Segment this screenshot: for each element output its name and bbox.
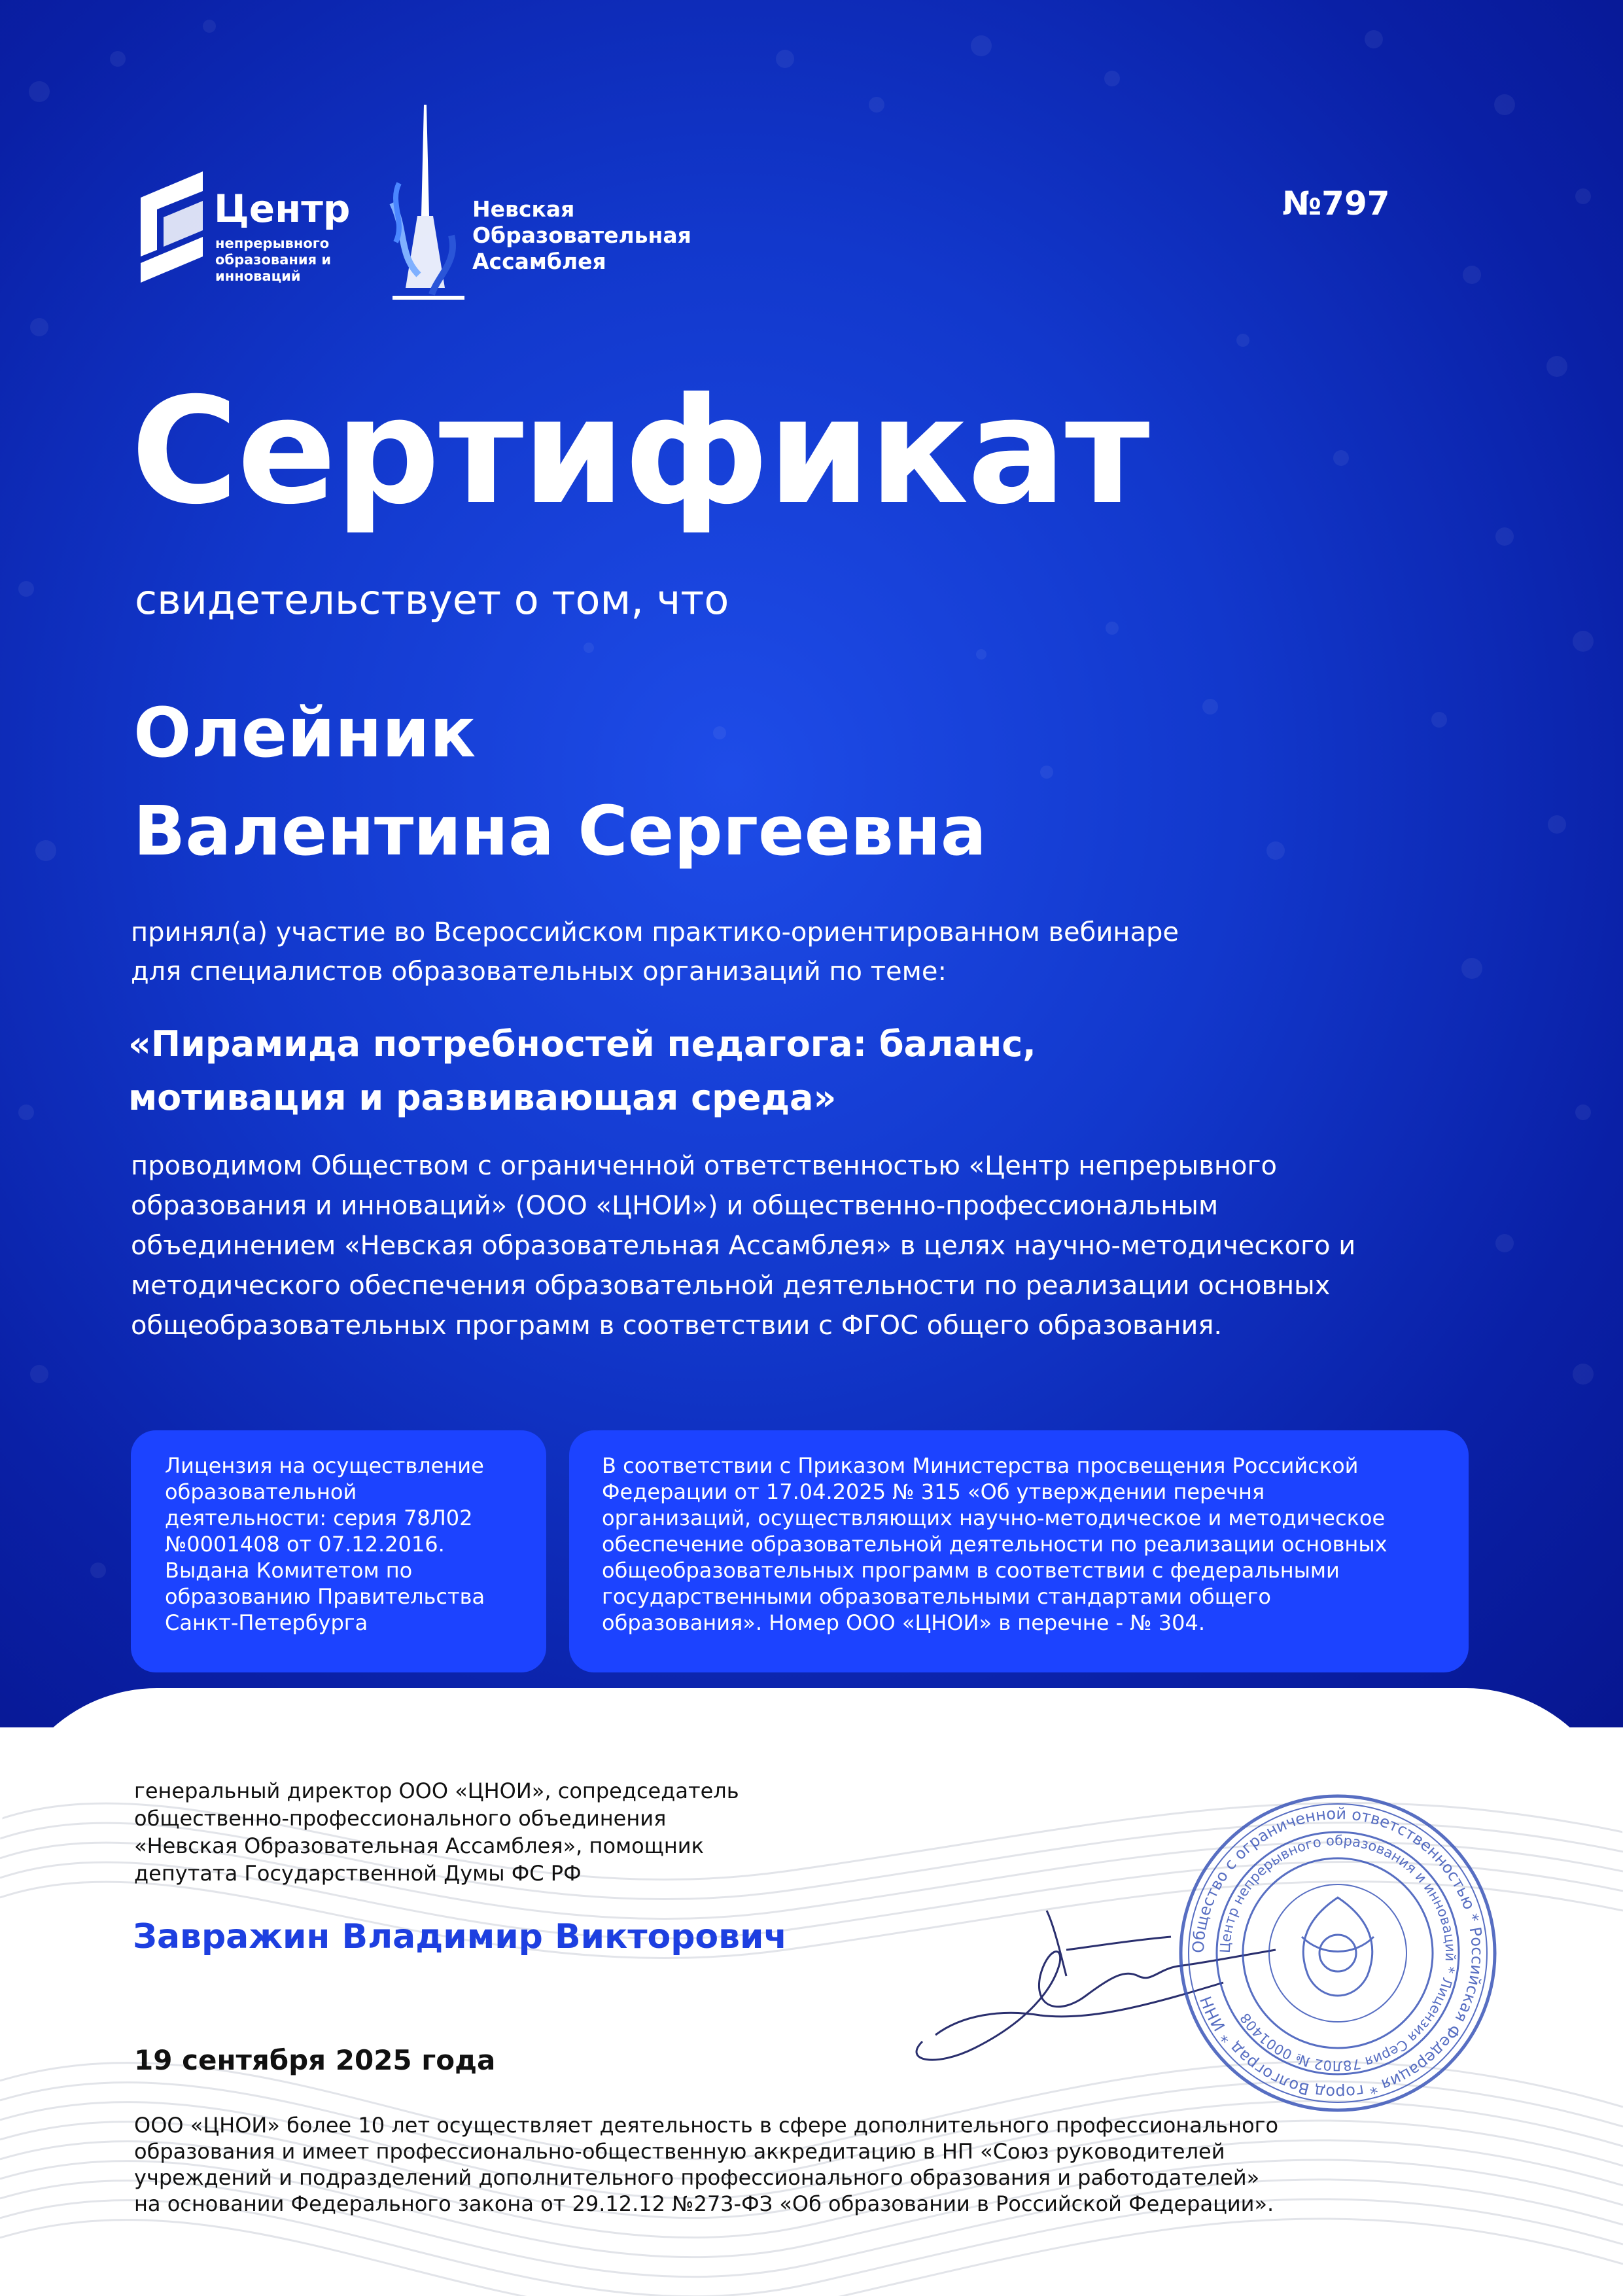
license-line: деятельности: серия 78Л02 bbox=[165, 1506, 473, 1530]
recipient-given-names: Валентина Сергеевна bbox=[133, 791, 986, 871]
seal-outer-text: Общество с ограниченной ответственностью * Российская Федерация * город Волгоград * ИНН bbox=[1189, 1804, 1487, 2102]
participation-line: принял(а) участие во Всероссийском практико-ориентированном вебинаре bbox=[131, 917, 1179, 947]
signer-position-line: общественно-профессионального объединения bbox=[134, 1806, 667, 1831]
recipient-surname: Олейник bbox=[133, 693, 476, 773]
certificate-number: №797 bbox=[1282, 185, 1390, 222]
cnoi-logo bbox=[134, 171, 357, 302]
footer-note-line: образования и имеет профессионально-общественную аккредитацию в НП «Союз руководителей bbox=[134, 2139, 1225, 2164]
footer-note-line: ООО «ЦНОИ» более 10 лет осуществляет деятельность в сфере дополнительного профессионального bbox=[134, 2113, 1279, 2138]
license-line: образованию Правительства bbox=[165, 1584, 485, 1609]
organizer-line: общеобразовательных программ в соответствии с ФГОС общего образования. bbox=[131, 1311, 1223, 1341]
spire-icon bbox=[386, 105, 471, 308]
book-icon bbox=[134, 171, 209, 296]
cnoi-logo-subtitle: непрерывного образования и инноваций bbox=[215, 236, 332, 284]
order-line: Федерации от 17.04.2025 № 315 «Об утверждении перечня bbox=[602, 1479, 1265, 1504]
order-line: обеспечение образовательной деятельности по реализации основных bbox=[602, 1532, 1387, 1557]
organizer-line: методического обеспечения образовательной деятельности по реализации основных bbox=[131, 1271, 1331, 1301]
order-line: образования». Номер ООО «ЦНОИ» в перечне - № 304. bbox=[602, 1610, 1205, 1635]
license-line: образовательной bbox=[165, 1479, 357, 1504]
assembly-logo-line3: Ассамблея bbox=[472, 249, 606, 274]
signer-position-line: генеральный директор ООО «ЦНОИ», сопредседатель bbox=[134, 1778, 739, 1803]
organizer-line: объединением «Невская образовательная Ассамблея» в целях научно-методического и bbox=[131, 1231, 1356, 1261]
signer-position-line: депутата Государственной Думы ФС РФ bbox=[134, 1861, 582, 1886]
license-line: №0001408 от 07.12.2016. bbox=[165, 1532, 445, 1557]
page-title: Сертификат bbox=[131, 366, 1149, 537]
signer-position-line: «Невская Образовательная Ассамблея», помощник bbox=[134, 1833, 704, 1858]
seal-inner-text: Центр непрерывного образования и инноваций * Лицензия Серия 78Л02 № 0001408 bbox=[1217, 1832, 1459, 2074]
license-box bbox=[131, 1430, 546, 1672]
topic-line: мотивация и развивающая среда» bbox=[128, 1077, 837, 1118]
organizer-line: проводимом Обществом с ограниченной ответственностью «Центр непрерывного bbox=[131, 1151, 1277, 1181]
assembly-logo-line2: Образовательная bbox=[472, 222, 691, 248]
assembly-logo-title bbox=[472, 196, 708, 275]
cnoi-logo-title: Центр bbox=[214, 186, 351, 231]
participation-text bbox=[131, 913, 1374, 991]
assembly-logo-line1: Невская bbox=[472, 196, 575, 222]
order-box bbox=[569, 1430, 1469, 1672]
recipient-name bbox=[133, 684, 1376, 880]
order-line: В соответствии с Приказом Министерства просвещения Российской bbox=[602, 1453, 1359, 1478]
subtitle: свидетельствует о том, что bbox=[135, 576, 729, 624]
assembly-logo bbox=[386, 105, 713, 308]
webinar-topic bbox=[128, 1017, 1502, 1125]
svg-text:Общество с ограниченной ответс bbox=[1189, 1805, 1486, 2102]
issue-date: 19 сентября 2025 года bbox=[134, 2044, 496, 2076]
signer-position bbox=[134, 1777, 854, 1887]
footer-note-line: на основании Федерального закона от 29.12.12 №273-ФЗ «Об образовании в Российской Федерации». bbox=[134, 2191, 1274, 2216]
order-line: общеобразовательных программ в соответствии с федеральными bbox=[602, 1558, 1340, 1583]
svg-text:Центр непрерывного образования bbox=[1217, 1833, 1458, 2074]
license-line: Лицензия на осуществление bbox=[165, 1453, 484, 1478]
order-line: государственными образовательными стандартами общего bbox=[602, 1584, 1271, 1609]
topic-line: «Пирамида потребностей педагога: баланс, bbox=[128, 1023, 1036, 1065]
order-line: организаций, осуществляющих научно-методическое и методическое bbox=[602, 1506, 1386, 1530]
license-line: Выдана Комитетом по bbox=[165, 1558, 413, 1583]
organizer-text bbox=[131, 1146, 1537, 1346]
signer-name: Завражин Владимир Викторович bbox=[133, 1917, 788, 1956]
official-seal bbox=[1171, 1786, 1505, 2120]
license-line: Санкт-Петербурга bbox=[165, 1610, 368, 1635]
footer-note-line: учреждений и подразделений дополнительного профессионального образования и работодателей» bbox=[134, 2165, 1260, 2190]
footer-note bbox=[134, 2112, 1410, 2217]
organizer-line: образования и инноваций» (ООО «ЦНОИ») и общественно-профессиональным bbox=[131, 1191, 1219, 1221]
participation-line: для специалистов образовательных организаций по теме: bbox=[131, 957, 947, 987]
